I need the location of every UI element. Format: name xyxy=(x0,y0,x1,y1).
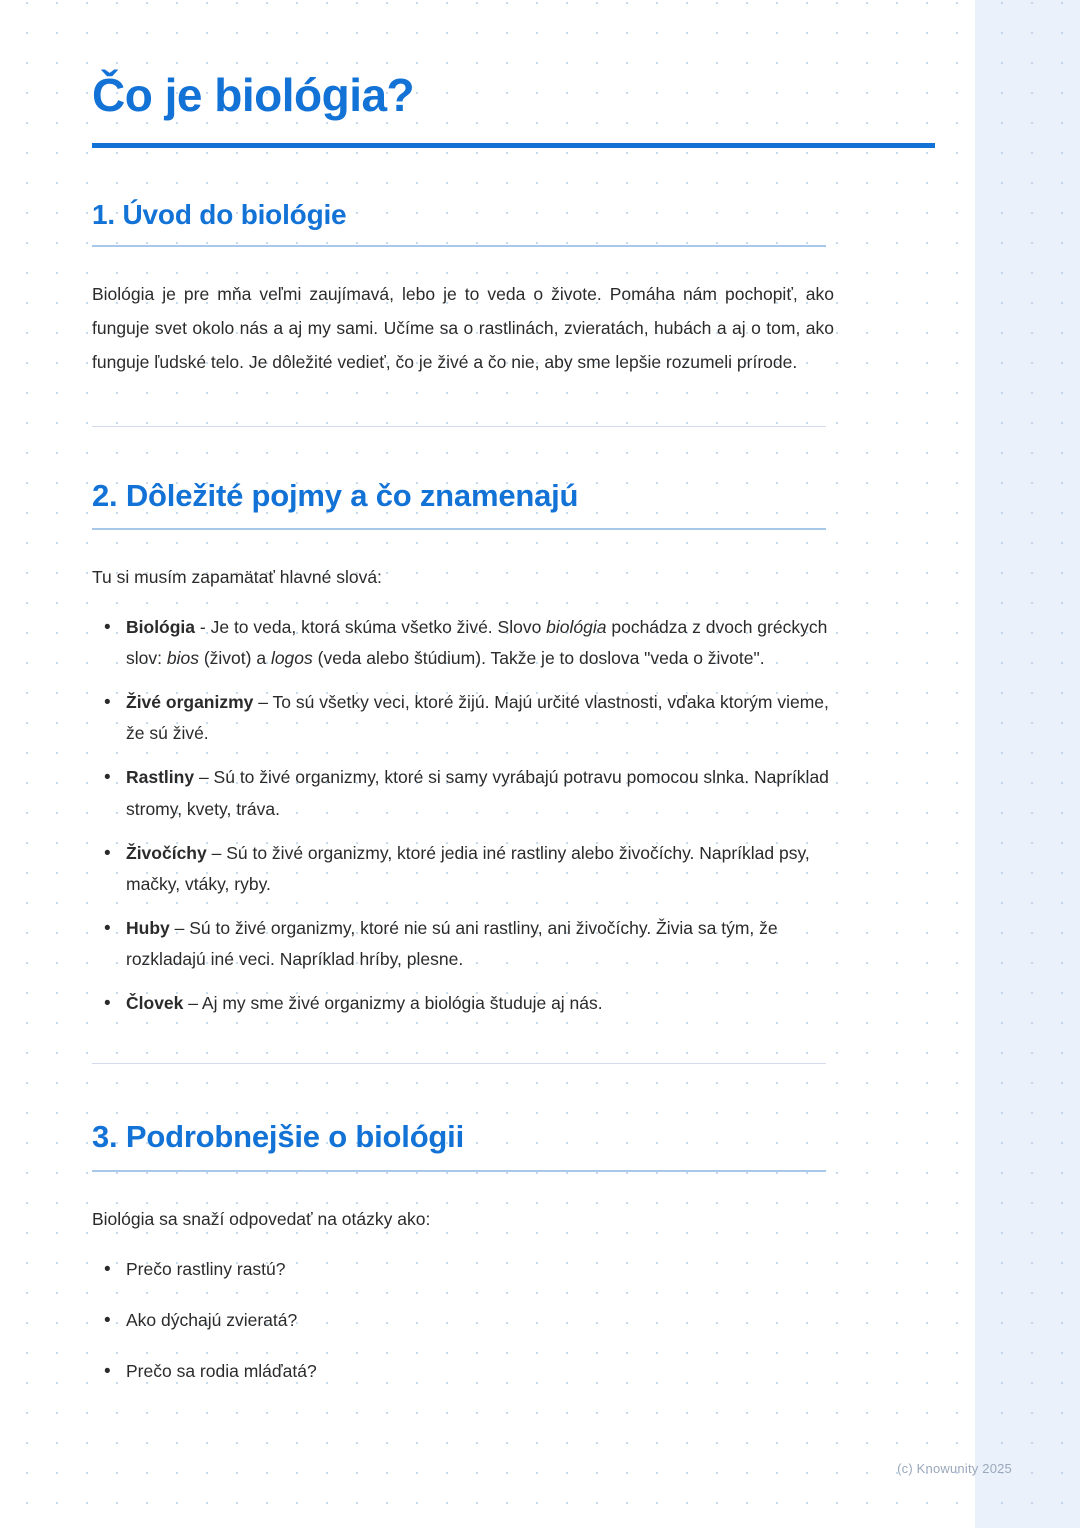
section-3-lead: Biológia sa snaží odpovedať na otázky ako: xyxy=(92,1208,431,1229)
term-text: Aj my sme živé organizmy a biológia študuje aj nás. xyxy=(201,993,603,1014)
term-label: Huby xyxy=(126,918,170,938)
term-text-part-1: Je to veda, ktorá skúma všetko živé. Slovo xyxy=(210,616,547,637)
term-dash: – xyxy=(169,918,190,938)
section-1-paragraph: Biológia je pre mňa veľmi zaujímavá, lebo je to veda o živote. Pomáha nám pochopiť, ako funguje svet okolo nás a aj my sami. Učíme sa o rastlinách, zvieratách, hubách a aj o tom, ako funguje ľudské telo. Je dôležité vedieť, čo je živé a čo nie, aby sme lepšie rozumeli prírode. xyxy=(92,284,834,373)
list-item: • Prečo rastliny rastú? xyxy=(92,1254,834,1285)
term-dash: – xyxy=(194,767,214,788)
term-label: Biológia xyxy=(126,616,196,637)
list-item: • Prečo sa rodia mláďatá? xyxy=(92,1356,834,1387)
copyright-footer: (c) Knowunity 2025 xyxy=(897,1461,1012,1476)
section-divider-2 xyxy=(92,528,826,530)
term-text-part-2: pochádza z dvoch gréckych slov: xyxy=(126,616,828,669)
page-title: Čo je biológia? xyxy=(92,69,415,121)
list-item xyxy=(92,687,834,749)
section-divider-3 xyxy=(92,1170,826,1172)
term-label: Človek xyxy=(126,993,184,1014)
section-heading-1: 1. Úvod do biológie xyxy=(92,198,347,230)
section-heading-3: 3. Podrobnejšie o biológii xyxy=(92,1119,464,1155)
page-side-band xyxy=(973,0,1080,1528)
section-heading-2: 2. Dôležité pojmy a čo znamenajú xyxy=(92,477,579,513)
term-label: Živé organizmy xyxy=(126,692,254,713)
term-text: Sú to živé organizmy, ktoré si samy vyrábajú potravu pomocou slnka. Napríklad stromy, kvety, tráva. xyxy=(126,767,829,819)
list-item xyxy=(92,913,834,975)
term-text: Sú to živé organizmy, ktoré nie sú ani rastliny, ani živočíchy. Živia sa tým, že rozkladajú iné veci. Napríklad hríby, plesne. xyxy=(126,918,778,970)
list-item xyxy=(92,612,834,674)
term-dash: – xyxy=(253,692,273,713)
list-item xyxy=(92,988,834,1019)
term-dash: – xyxy=(183,993,202,1014)
list-item: • Ako dýchajú zvieratá? xyxy=(92,1305,834,1336)
term-dash: – xyxy=(206,842,227,863)
document-content xyxy=(92,70,834,1407)
section-2-lead: Tu si musím zapamätať hlavné slová: xyxy=(92,566,382,587)
list-item xyxy=(92,762,834,824)
term-text: Sú to živé organizmy, ktoré jedia iné rastliny alebo živočíchy. Napríklad psy, mačky, vtáky, ryby. xyxy=(126,842,810,894)
term-label: Rastliny xyxy=(126,767,195,788)
term-dash: - xyxy=(195,616,211,637)
term-text-part-4: (veda alebo štúdium). Takže je to doslova "veda o živote". xyxy=(312,648,765,669)
term-text-part-3: (život) a xyxy=(198,648,271,669)
section-divider-1 xyxy=(92,245,826,247)
term-italic-2: bios xyxy=(166,648,199,669)
term-text: To sú všetky veci, ktoré žijú. Majú určité vlastnosti, vďaka ktorým vieme, že sú živé. xyxy=(126,692,829,744)
title-divider xyxy=(92,143,935,148)
term-italic-1: biológia xyxy=(546,616,607,637)
content-divider-2 xyxy=(92,1063,826,1064)
term-label: Živočíchy xyxy=(126,842,207,863)
list-item xyxy=(92,838,834,900)
questions-list xyxy=(92,1254,834,1387)
term-italic-3: logos xyxy=(270,648,313,669)
terms-list xyxy=(92,612,834,1020)
content-divider-1 xyxy=(92,426,826,427)
